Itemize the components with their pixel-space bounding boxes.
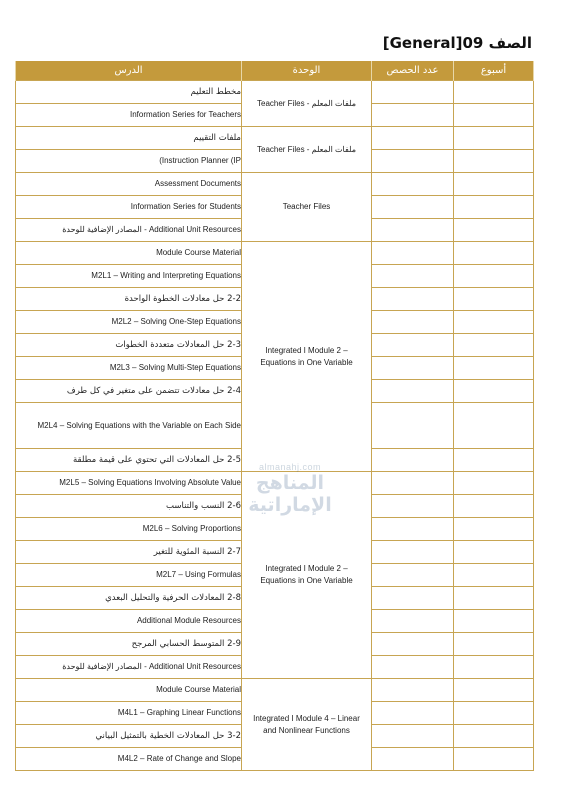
lesson-cell: M2L7 – Using Formulas bbox=[16, 564, 242, 587]
sessions-cell bbox=[372, 587, 454, 610]
week-cell bbox=[454, 173, 534, 196]
week-cell bbox=[454, 265, 534, 288]
lesson-cell: مخطط التعليم bbox=[16, 81, 242, 104]
table-body bbox=[16, 81, 534, 771]
week-cell bbox=[454, 334, 534, 357]
lesson-cell: M2L5 – Solving Equations Involving Absolute Value bbox=[16, 472, 242, 495]
week-cell bbox=[454, 104, 534, 127]
sessions-cell bbox=[372, 403, 454, 449]
sessions-cell bbox=[372, 679, 454, 702]
table-row bbox=[16, 81, 534, 104]
week-cell bbox=[454, 288, 534, 311]
sessions-cell bbox=[372, 725, 454, 748]
unit-label: Teacher Files bbox=[282, 202, 331, 211]
week-cell bbox=[454, 518, 534, 541]
lesson-cell: (Instruction Planner (IP bbox=[16, 150, 242, 173]
sessions-cell bbox=[372, 127, 454, 150]
week-cell bbox=[454, 81, 534, 104]
unit-cell bbox=[242, 173, 372, 242]
week-cell bbox=[454, 150, 534, 173]
table-row bbox=[16, 127, 534, 150]
unit-label: Integrated I Module 4 – Linear and Nonlinear Functions bbox=[253, 713, 360, 735]
sessions-cell bbox=[372, 334, 454, 357]
week-cell bbox=[454, 633, 534, 656]
sessions-cell bbox=[372, 173, 454, 196]
week-cell bbox=[454, 403, 534, 449]
unit-label: Teacher Files - ملفات المعلم bbox=[257, 144, 356, 154]
sessions-cell bbox=[372, 748, 454, 771]
sessions-cell bbox=[372, 495, 454, 518]
week-cell bbox=[454, 242, 534, 265]
sessions-cell bbox=[372, 633, 454, 656]
sessions-cell bbox=[372, 288, 454, 311]
sessions-cell bbox=[372, 265, 454, 288]
unit-cell bbox=[242, 81, 372, 127]
page-title: الصف 09[General] bbox=[382, 34, 532, 52]
sessions-cell bbox=[372, 518, 454, 541]
lesson-cell: 2-9 المتوسط الحسابي المرجح bbox=[16, 633, 242, 656]
table-row bbox=[16, 173, 534, 196]
lesson-cell: ملفات التقييم bbox=[16, 127, 242, 150]
week-cell bbox=[454, 196, 534, 219]
unit-label: Teacher Files - ملفات المعلم bbox=[257, 98, 356, 108]
week-cell bbox=[454, 725, 534, 748]
lesson-cell: M2L1 – Writing and Interpreting Equations bbox=[16, 265, 242, 288]
week-cell bbox=[454, 656, 534, 679]
watermark-site: almanahj.com bbox=[258, 462, 322, 472]
sessions-cell bbox=[372, 541, 454, 564]
sessions-cell bbox=[372, 150, 454, 173]
unit-cell bbox=[242, 242, 372, 472]
lesson-cell: 2-5 حل المعادلات التي تحتوي على قيمة مطلقة bbox=[16, 449, 242, 472]
table-row bbox=[16, 472, 534, 495]
unit-label: Integrated I Module 2 – Equations in One Variable bbox=[260, 345, 353, 367]
sessions-cell bbox=[372, 656, 454, 679]
lesson-cell: M2L4 – Solving Equations with the Variable on Each Side bbox=[16, 403, 242, 449]
lesson-cell: M4L1 – Graphing Linear Functions bbox=[16, 702, 242, 725]
table-header-row bbox=[16, 61, 534, 81]
sessions-cell bbox=[372, 357, 454, 380]
lesson-cell: Information Series for Students bbox=[16, 196, 242, 219]
lesson-cell: المصادر الإضافية للوحدة - Additional Unit Resources bbox=[16, 219, 242, 242]
sessions-cell bbox=[372, 472, 454, 495]
lesson-cell: Additional Module Resources bbox=[16, 610, 242, 633]
lesson-cell: 2-8 المعادلات الحرفية والتحليل البعدي bbox=[16, 587, 242, 610]
week-cell bbox=[454, 541, 534, 564]
sessions-cell bbox=[372, 311, 454, 334]
lesson-cell: 2-2 حل معادلات الخطوة الواحدة bbox=[16, 288, 242, 311]
week-cell bbox=[454, 702, 534, 725]
unit-cell bbox=[242, 679, 372, 771]
lesson-cell: M4L2 – Rate of Change and Slope bbox=[16, 748, 242, 771]
week-cell bbox=[454, 127, 534, 150]
sessions-cell bbox=[372, 380, 454, 403]
table-row bbox=[16, 679, 534, 702]
lesson-cell: Assessment Documents bbox=[16, 173, 242, 196]
sessions-cell bbox=[372, 449, 454, 472]
lesson-cell: M2L3 – Solving Multi-Step Equations bbox=[16, 357, 242, 380]
sessions-cell bbox=[372, 242, 454, 265]
lesson-cell: Module Course Material bbox=[16, 242, 242, 265]
sessions-cell bbox=[372, 564, 454, 587]
sessions-cell bbox=[372, 196, 454, 219]
week-cell bbox=[454, 357, 534, 380]
lesson-cell: Module Course Material bbox=[16, 679, 242, 702]
week-cell bbox=[454, 449, 534, 472]
table-row bbox=[16, 242, 534, 265]
lesson-cell: المصادر الإضافية للوحدة - Additional Unit Resources bbox=[16, 656, 242, 679]
sessions-cell bbox=[372, 81, 454, 104]
lesson-cell: 3-2 حل المعادلات الخطية بالتمثيل البياني bbox=[16, 725, 242, 748]
watermark-logo: المناهج الإماراتية bbox=[248, 472, 332, 516]
week-cell bbox=[454, 679, 534, 702]
week-cell bbox=[454, 748, 534, 771]
unit-cell bbox=[242, 472, 372, 679]
header-sessions: عدد الحصص bbox=[372, 61, 454, 81]
lesson-cell: M2L6 – Solving Proportions bbox=[16, 518, 242, 541]
sessions-cell bbox=[372, 104, 454, 127]
lesson-cell: Information Series for Teachers bbox=[16, 104, 242, 127]
lesson-cell: 2-3 حل المعادلات متعددة الخطوات bbox=[16, 334, 242, 357]
week-cell bbox=[454, 219, 534, 242]
sessions-cell bbox=[372, 219, 454, 242]
week-cell bbox=[454, 311, 534, 334]
sessions-cell bbox=[372, 702, 454, 725]
week-cell bbox=[454, 472, 534, 495]
week-cell bbox=[454, 380, 534, 403]
header-lesson: الدرس bbox=[16, 61, 242, 81]
week-cell bbox=[454, 587, 534, 610]
week-cell bbox=[454, 495, 534, 518]
lesson-cell: M2L2 – Solving One-Step Equations bbox=[16, 311, 242, 334]
lesson-cell: 2-6 النسب والتناسب bbox=[16, 495, 242, 518]
unit-cell bbox=[242, 127, 372, 173]
lesson-cell: 2-7 النسبة المئوية للتغير bbox=[16, 541, 242, 564]
sessions-cell bbox=[372, 610, 454, 633]
weekly-plan-table bbox=[15, 61, 534, 771]
unit-label: Integrated I Module 2 – Equations in One Variable bbox=[260, 564, 353, 585]
header-week: أسبوع bbox=[454, 61, 534, 81]
header-unit: الوحدة bbox=[242, 61, 372, 81]
lesson-cell: 2-4 حل معادلات تتضمن على متغير في كل طرف bbox=[16, 380, 242, 403]
week-cell bbox=[454, 610, 534, 633]
week-cell bbox=[454, 564, 534, 587]
